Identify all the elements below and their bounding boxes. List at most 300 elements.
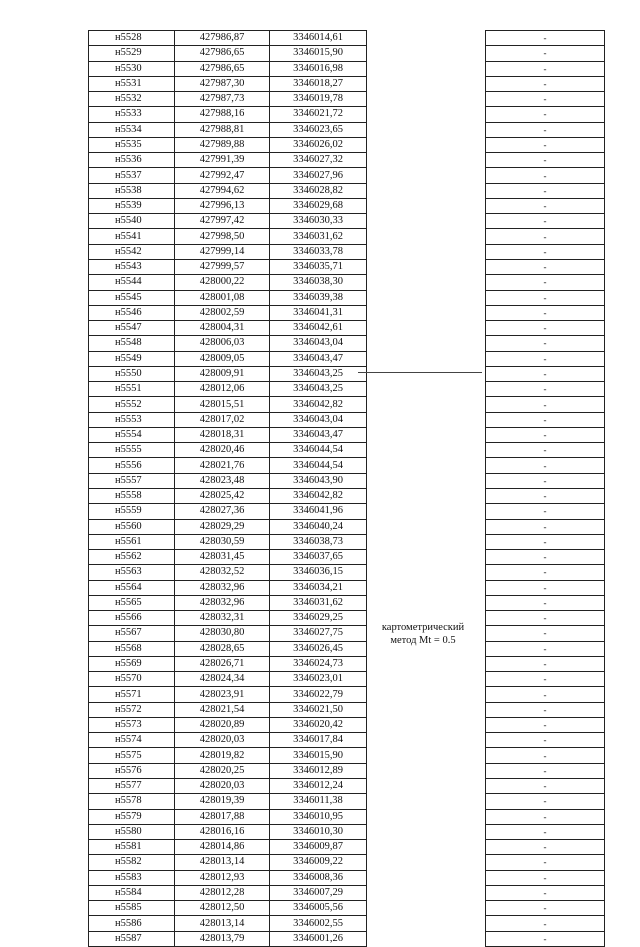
coordinates-table-body	[89, 31, 605, 947]
point-id: н5530	[89, 61, 175, 76]
table-row	[89, 259, 605, 274]
table-row	[89, 885, 605, 900]
y-coordinate: 3346010,30	[270, 824, 367, 839]
point-id: н5569	[89, 656, 175, 671]
method-cell	[367, 809, 486, 824]
point-id: н5553	[89, 412, 175, 427]
point-id: н5533	[89, 107, 175, 122]
y-coordinate: 3346034,21	[270, 580, 367, 595]
y-coordinate: 3346018,27	[270, 76, 367, 91]
accuracy-value: -	[486, 427, 605, 442]
point-id: н5535	[89, 137, 175, 152]
table-row	[89, 534, 605, 549]
method-cell	[367, 336, 486, 351]
method-cell	[367, 779, 486, 794]
method-cell	[367, 76, 486, 91]
method-cell	[367, 290, 486, 305]
y-coordinate: 3346027,75	[270, 626, 367, 641]
accuracy-value: -	[486, 198, 605, 213]
x-coordinate: 428020,46	[175, 443, 270, 458]
table-row	[89, 595, 605, 610]
accuracy-value: -	[486, 824, 605, 839]
method-cell	[367, 122, 486, 137]
y-coordinate: 3346042,82	[270, 397, 367, 412]
x-coordinate: 428012,06	[175, 382, 270, 397]
x-coordinate: 428016,16	[175, 824, 270, 839]
x-coordinate: 428013,14	[175, 916, 270, 931]
point-id: н5579	[89, 809, 175, 824]
x-coordinate: 428020,25	[175, 763, 270, 778]
method-cell	[367, 763, 486, 778]
accuracy-value: -	[486, 61, 605, 76]
method-cell	[367, 901, 486, 916]
table-row	[89, 656, 605, 671]
y-coordinate: 3346035,71	[270, 259, 367, 274]
point-id: н5557	[89, 473, 175, 488]
coordinates-table	[88, 30, 605, 947]
table-row	[89, 717, 605, 732]
method-cell	[367, 183, 486, 198]
accuracy-value: -	[486, 809, 605, 824]
x-coordinate: 428025,42	[175, 488, 270, 503]
x-coordinate: 428013,79	[175, 931, 270, 946]
table-row	[89, 321, 605, 336]
x-coordinate: 428000,22	[175, 275, 270, 290]
y-coordinate: 3346009,22	[270, 855, 367, 870]
accuracy-value: -	[486, 488, 605, 503]
point-id: н5584	[89, 885, 175, 900]
accuracy-value: -	[486, 763, 605, 778]
method-cell	[367, 580, 486, 595]
table-row	[89, 92, 605, 107]
table-row	[89, 351, 605, 366]
accuracy-value: -	[486, 870, 605, 885]
accuracy-value: -	[486, 122, 605, 137]
point-id: н5531	[89, 76, 175, 91]
y-coordinate: 3346043,25	[270, 382, 367, 397]
y-coordinate: 3346041,96	[270, 504, 367, 519]
x-coordinate: 427986,65	[175, 46, 270, 61]
method-cell	[367, 92, 486, 107]
accuracy-value: -	[486, 504, 605, 519]
y-coordinate: 3346019,78	[270, 92, 367, 107]
accuracy-value: -	[486, 840, 605, 855]
point-id: н5529	[89, 46, 175, 61]
method-cell	[367, 198, 486, 213]
y-coordinate: 3346011,38	[270, 794, 367, 809]
table-row	[89, 290, 605, 305]
table-row	[89, 214, 605, 229]
accuracy-value: -	[486, 794, 605, 809]
accuracy-value: -	[486, 92, 605, 107]
point-id: н5570	[89, 672, 175, 687]
y-coordinate: 3346012,24	[270, 779, 367, 794]
accuracy-value: -	[486, 412, 605, 427]
method-cell	[367, 244, 486, 259]
x-coordinate: 428014,86	[175, 840, 270, 855]
point-id: н5571	[89, 687, 175, 702]
x-coordinate: 428004,31	[175, 321, 270, 336]
x-coordinate: 428030,59	[175, 534, 270, 549]
table-row	[89, 168, 605, 183]
method-cell	[367, 534, 486, 549]
method-cell	[367, 443, 486, 458]
x-coordinate: 428009,91	[175, 366, 270, 381]
x-coordinate: 428021,54	[175, 702, 270, 717]
method-cell	[367, 840, 486, 855]
y-coordinate: 3346030,33	[270, 214, 367, 229]
accuracy-value: -	[486, 672, 605, 687]
x-coordinate: 428021,76	[175, 458, 270, 473]
table-row	[89, 702, 605, 717]
accuracy-value: -	[486, 550, 605, 565]
y-coordinate: 3346022,79	[270, 687, 367, 702]
table-row	[89, 641, 605, 656]
point-id: н5551	[89, 382, 175, 397]
method-cell	[367, 595, 486, 610]
table-row	[89, 580, 605, 595]
point-id: н5534	[89, 122, 175, 137]
point-id: н5567	[89, 626, 175, 641]
y-coordinate: 3346012,89	[270, 763, 367, 778]
method-cell	[367, 46, 486, 61]
y-coordinate: 3346028,82	[270, 183, 367, 198]
table-row	[89, 504, 605, 519]
accuracy-value: -	[486, 687, 605, 702]
y-coordinate: 3346010,95	[270, 809, 367, 824]
accuracy-value: -	[486, 611, 605, 626]
table-row	[89, 275, 605, 290]
method-cell	[367, 305, 486, 320]
method-cell	[367, 382, 486, 397]
method-cell	[367, 214, 486, 229]
y-coordinate: 3346026,02	[270, 137, 367, 152]
method-cell	[367, 229, 486, 244]
x-coordinate: 428020,89	[175, 717, 270, 732]
y-coordinate: 3346042,82	[270, 488, 367, 503]
method-cell	[367, 870, 486, 885]
y-coordinate: 3346037,65	[270, 550, 367, 565]
x-coordinate: 428013,14	[175, 855, 270, 870]
method-cell	[367, 153, 486, 168]
point-id: н5556	[89, 458, 175, 473]
y-coordinate: 3346039,38	[270, 290, 367, 305]
accuracy-value: -	[486, 473, 605, 488]
y-coordinate: 3346024,73	[270, 656, 367, 671]
y-coordinate: 3346041,31	[270, 305, 367, 320]
method-note	[364, 621, 482, 647]
y-coordinate: 3346023,01	[270, 672, 367, 687]
point-id: н5532	[89, 92, 175, 107]
point-id: н5539	[89, 198, 175, 213]
method-cell	[367, 794, 486, 809]
point-id: н5542	[89, 244, 175, 259]
method-cell	[367, 656, 486, 671]
table-row	[89, 443, 605, 458]
y-coordinate: 3346031,62	[270, 229, 367, 244]
x-coordinate: 428012,28	[175, 885, 270, 900]
accuracy-value: -	[486, 748, 605, 763]
y-coordinate: 3346043,04	[270, 336, 367, 351]
accuracy-value: -	[486, 31, 605, 46]
method-cell	[367, 137, 486, 152]
y-coordinate: 3346008,36	[270, 870, 367, 885]
x-coordinate: 428032,31	[175, 611, 270, 626]
x-coordinate: 427988,16	[175, 107, 270, 122]
accuracy-value: -	[486, 580, 605, 595]
y-coordinate: 3346014,61	[270, 31, 367, 46]
method-cell	[367, 168, 486, 183]
x-coordinate: 428001,08	[175, 290, 270, 305]
table-row	[89, 611, 605, 626]
y-coordinate: 3346015,90	[270, 46, 367, 61]
y-coordinate: 3346038,30	[270, 275, 367, 290]
point-id: н5573	[89, 717, 175, 732]
accuracy-value: -	[486, 717, 605, 732]
x-coordinate: 427987,73	[175, 92, 270, 107]
table-row	[89, 824, 605, 839]
accuracy-value: -	[486, 702, 605, 717]
point-id: н5582	[89, 855, 175, 870]
point-id: н5544	[89, 275, 175, 290]
point-id: н5550	[89, 366, 175, 381]
point-id: н5536	[89, 153, 175, 168]
accuracy-value: -	[486, 366, 605, 381]
x-coordinate: 428017,88	[175, 809, 270, 824]
x-coordinate: 428002,59	[175, 305, 270, 320]
table-row	[89, 550, 605, 565]
method-cell	[367, 931, 486, 946]
table-row	[89, 412, 605, 427]
x-coordinate: 428006,03	[175, 336, 270, 351]
x-coordinate: 427987,30	[175, 76, 270, 91]
y-coordinate: 3346020,42	[270, 717, 367, 732]
x-coordinate: 427986,65	[175, 61, 270, 76]
accuracy-value: -	[486, 76, 605, 91]
y-coordinate: 3346027,32	[270, 153, 367, 168]
method-cell	[367, 427, 486, 442]
table-row	[89, 183, 605, 198]
method-cell	[367, 275, 486, 290]
point-id: н5583	[89, 870, 175, 885]
table-row	[89, 336, 605, 351]
accuracy-value: -	[486, 641, 605, 656]
method-cell	[367, 31, 486, 46]
y-coordinate: 3346021,72	[270, 107, 367, 122]
y-coordinate: 3346038,73	[270, 534, 367, 549]
point-id: н5540	[89, 214, 175, 229]
table-row	[89, 763, 605, 778]
y-coordinate: 3346029,25	[270, 611, 367, 626]
method-cell	[367, 565, 486, 580]
accuracy-value: -	[486, 885, 605, 900]
table-row	[89, 916, 605, 931]
x-coordinate: 428024,34	[175, 672, 270, 687]
x-coordinate: 427999,14	[175, 244, 270, 259]
y-coordinate: 3346042,61	[270, 321, 367, 336]
x-coordinate: 428023,48	[175, 473, 270, 488]
method-cell	[367, 504, 486, 519]
accuracy-value: -	[486, 733, 605, 748]
accuracy-value: -	[486, 595, 605, 610]
point-id: н5565	[89, 595, 175, 610]
table-row	[89, 626, 605, 641]
table-row	[89, 46, 605, 61]
method-note-line1: картометрический	[381, 622, 465, 633]
y-coordinate: 3346023,65	[270, 122, 367, 137]
x-coordinate: 427991,39	[175, 153, 270, 168]
point-id: н5559	[89, 504, 175, 519]
x-coordinate: 428031,45	[175, 550, 270, 565]
method-cell	[367, 733, 486, 748]
point-id: н5564	[89, 580, 175, 595]
y-coordinate: 3346031,62	[270, 595, 367, 610]
x-coordinate: 428012,50	[175, 901, 270, 916]
point-id: н5549	[89, 351, 175, 366]
table-row	[89, 672, 605, 687]
y-coordinate: 3346029,68	[270, 198, 367, 213]
y-coordinate: 3346026,45	[270, 641, 367, 656]
y-coordinate: 3346044,54	[270, 458, 367, 473]
table-row	[89, 122, 605, 137]
accuracy-value: -	[486, 382, 605, 397]
table-row	[89, 244, 605, 259]
method-cell	[367, 855, 486, 870]
method-note-line2: метод Mt = 0.5	[390, 635, 456, 646]
method-cell	[367, 550, 486, 565]
y-coordinate: 3346043,90	[270, 473, 367, 488]
x-coordinate: 428020,03	[175, 733, 270, 748]
method-cell	[367, 397, 486, 412]
accuracy-value: -	[486, 168, 605, 183]
method-cell	[367, 107, 486, 122]
accuracy-value: -	[486, 153, 605, 168]
point-id: н5552	[89, 397, 175, 412]
y-coordinate: 3346036,15	[270, 565, 367, 580]
x-coordinate: 428019,82	[175, 748, 270, 763]
x-coordinate: 428030,80	[175, 626, 270, 641]
accuracy-value: -	[486, 626, 605, 641]
method-cell	[367, 687, 486, 702]
y-coordinate: 3346009,87	[270, 840, 367, 855]
accuracy-value: -	[486, 321, 605, 336]
point-id: н5587	[89, 931, 175, 946]
accuracy-value: -	[486, 855, 605, 870]
accuracy-value: -	[486, 901, 605, 916]
y-coordinate: 3346043,47	[270, 427, 367, 442]
x-coordinate: 428020,03	[175, 779, 270, 794]
table-row	[89, 198, 605, 213]
method-cell	[367, 748, 486, 763]
table-row	[89, 565, 605, 580]
point-id: н5562	[89, 550, 175, 565]
accuracy-value: -	[486, 46, 605, 61]
x-coordinate: 428023,91	[175, 687, 270, 702]
table-row	[89, 305, 605, 320]
point-id: н5572	[89, 702, 175, 717]
accuracy-value: -	[486, 275, 605, 290]
accuracy-value: -	[486, 305, 605, 320]
x-coordinate: 428032,96	[175, 580, 270, 595]
table-row	[89, 855, 605, 870]
table-row	[89, 76, 605, 91]
method-cell	[367, 321, 486, 336]
y-coordinate: 3346021,50	[270, 702, 367, 717]
table-row	[89, 931, 605, 946]
table-row	[89, 107, 605, 122]
method-cell	[367, 366, 486, 381]
point-id: н5574	[89, 733, 175, 748]
point-id: н5555	[89, 443, 175, 458]
x-coordinate: 428017,02	[175, 412, 270, 427]
x-coordinate: 428015,51	[175, 397, 270, 412]
point-id: н5547	[89, 321, 175, 336]
point-id: н5541	[89, 229, 175, 244]
method-cell	[367, 351, 486, 366]
accuracy-value: -	[486, 214, 605, 229]
method-cell	[367, 717, 486, 732]
table-row	[89, 427, 605, 442]
table-row	[89, 137, 605, 152]
point-id: н5566	[89, 611, 175, 626]
accuracy-value: -	[486, 534, 605, 549]
accuracy-value: -	[486, 916, 605, 931]
method-cell	[367, 61, 486, 76]
point-id: н5528	[89, 31, 175, 46]
accuracy-value: -	[486, 656, 605, 671]
point-id: н5585	[89, 901, 175, 916]
table-row	[89, 901, 605, 916]
table-row	[89, 870, 605, 885]
y-coordinate: 3346001,26	[270, 931, 367, 946]
point-id: н5545	[89, 290, 175, 305]
point-id: н5563	[89, 565, 175, 580]
point-id: н5554	[89, 427, 175, 442]
method-cell	[367, 488, 486, 503]
point-id: н5576	[89, 763, 175, 778]
point-id: н5586	[89, 916, 175, 931]
table-row	[89, 61, 605, 76]
y-coordinate: 3346016,98	[270, 61, 367, 76]
table-row	[89, 382, 605, 397]
y-coordinate: 3346040,24	[270, 519, 367, 534]
point-id: н5575	[89, 748, 175, 763]
x-coordinate: 428027,36	[175, 504, 270, 519]
x-coordinate: 428009,05	[175, 351, 270, 366]
y-coordinate: 3346044,54	[270, 443, 367, 458]
accuracy-value: -	[486, 183, 605, 198]
x-coordinate: 427988,81	[175, 122, 270, 137]
table-row	[89, 31, 605, 46]
method-cell	[367, 702, 486, 717]
table-row	[89, 229, 605, 244]
x-coordinate: 428029,29	[175, 519, 270, 534]
table-row	[89, 397, 605, 412]
x-coordinate: 428018,31	[175, 427, 270, 442]
accuracy-value: -	[486, 351, 605, 366]
accuracy-value: -	[486, 458, 605, 473]
method-cell	[367, 458, 486, 473]
y-coordinate: 3346043,47	[270, 351, 367, 366]
accuracy-value: -	[486, 336, 605, 351]
method-cell	[367, 824, 486, 839]
accuracy-value: -	[486, 397, 605, 412]
x-coordinate: 427996,13	[175, 198, 270, 213]
point-id: н5558	[89, 488, 175, 503]
method-cell	[367, 473, 486, 488]
x-coordinate: 428026,71	[175, 656, 270, 671]
x-coordinate: 427997,42	[175, 214, 270, 229]
